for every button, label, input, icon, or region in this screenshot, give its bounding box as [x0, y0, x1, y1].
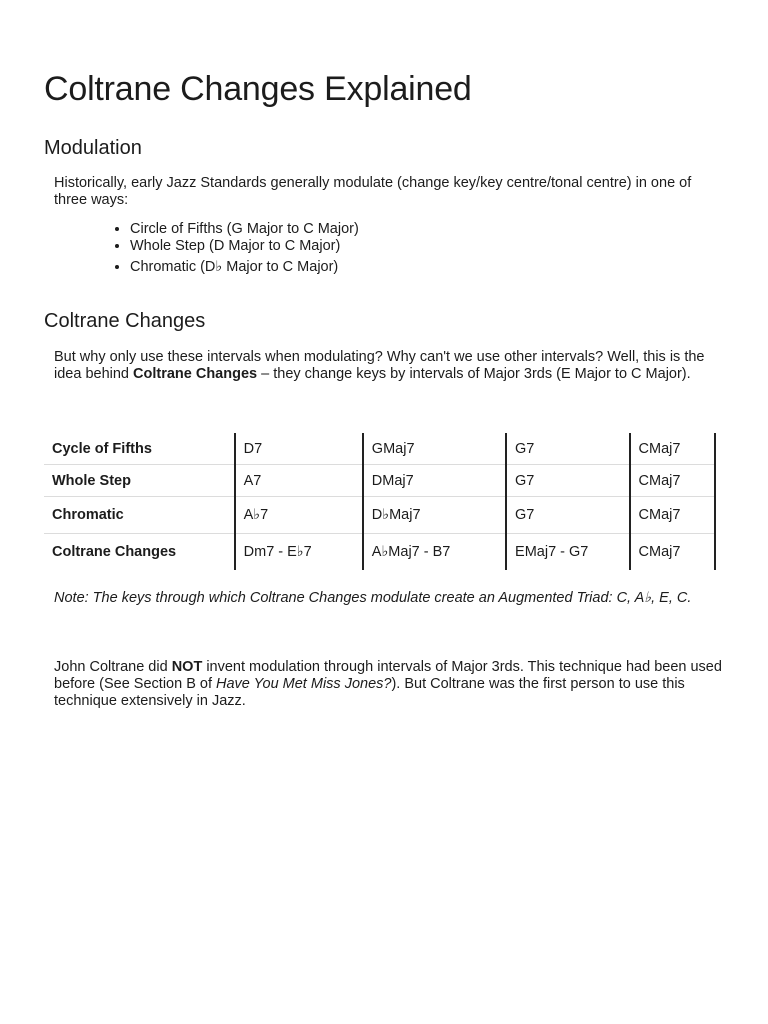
- chord-cell: A♭7: [235, 497, 363, 534]
- coltrane-why-paragraph: [54, 349, 724, 383]
- chord-cell: G7: [506, 433, 630, 465]
- john-text-1: John Coltrane did: [54, 659, 172, 675]
- why-text-bold: Coltrane Changes: [133, 366, 258, 382]
- why-text-after: – they change keys by intervals of Major 3rds (E Major to C Major).: [257, 366, 691, 382]
- page-title: Coltrane Changes Explained: [44, 70, 472, 108]
- table-row: [44, 497, 715, 534]
- table-row: [44, 465, 715, 497]
- john-text-2: invent modulation through intervals of Major 3rds. This technique had been used before (See Section B of: [54, 659, 722, 692]
- chord-cell: A♭Maj7 - B7: [363, 534, 506, 571]
- chord-cell: EMaj7 - G7: [506, 534, 630, 571]
- chord-cell: G7: [506, 497, 630, 534]
- augmented-triad-note: Note: The keys through which Coltrane Changes modulate create an Augmented Triad: C, A♭, E, C.: [54, 590, 692, 606]
- section-heading-coltrane-changes: Coltrane Changes: [44, 310, 206, 332]
- list-item-chromatic: • Chromatic (D♭ Major to C Major): [130, 259, 359, 276]
- table-row: [44, 433, 715, 465]
- row-label: Cycle of Fifths: [44, 433, 235, 465]
- song-title-reference: Have You Met Miss Jones?: [216, 676, 392, 692]
- table-row: [44, 534, 715, 571]
- list-item-circle-of-fifths: • Circle of Fifths (G Major to C Major): [130, 221, 359, 238]
- chord-cell: CMaj7: [630, 433, 715, 465]
- chord-cell: CMaj7: [630, 534, 715, 571]
- chord-cell: D7: [235, 433, 363, 465]
- john-text-bold: NOT: [171, 659, 203, 675]
- chord-cell: CMaj7: [630, 497, 715, 534]
- modulation-ways-list: [110, 221, 359, 276]
- row-label: Whole Step: [44, 465, 235, 497]
- row-label: Chromatic: [44, 497, 235, 534]
- chord-cell: Dm7 - E♭7: [235, 534, 363, 571]
- row-label: Coltrane Changes: [52, 544, 177, 560]
- john-coltrane-paragraph: [54, 659, 724, 710]
- chord-cell: D♭Maj7: [363, 497, 506, 534]
- chord-cell: CMaj7: [630, 465, 715, 497]
- section-heading-modulation: Modulation: [44, 137, 142, 159]
- chord-cell: A7: [235, 465, 363, 497]
- modulation-intro-paragraph: Historically, early Jazz Standards generally modulate (change key/key centre/tonal centre) in one of three ways:: [54, 175, 692, 208]
- why-text-before: But why only use these intervals when modulating? Why can't we use other intervals? Well, this is the idea behind: [54, 349, 705, 382]
- chord-cell: GMaj7: [363, 433, 506, 465]
- john-text-3: ). But Coltrane was the first person to use this technique extensively in Jazz.: [54, 676, 685, 709]
- chord-changes-table: [44, 433, 716, 570]
- chord-cell: DMaj7: [363, 465, 506, 497]
- chord-cell: G7: [506, 465, 630, 497]
- list-item-whole-step: • Whole Step (D Major to C Major): [130, 238, 359, 255]
